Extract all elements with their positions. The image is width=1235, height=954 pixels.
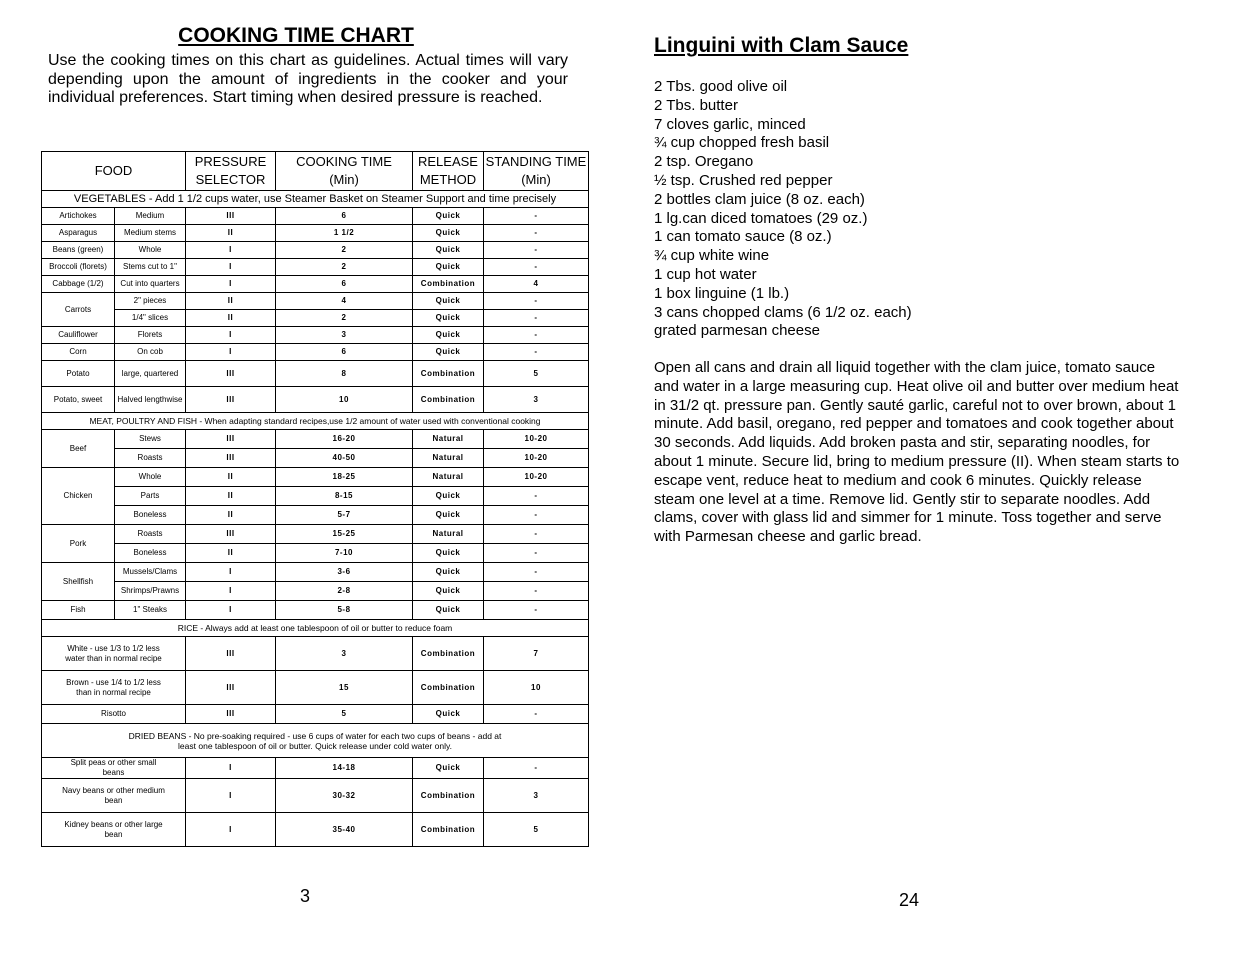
pressure-cell: II <box>186 225 276 242</box>
table-row <box>42 208 589 225</box>
release-cell: Quick <box>413 563 484 582</box>
section-heading: MEAT, POULTRY AND FISH - When adapting standard recipes,use 1/2 amount of water used with conventional cooking <box>42 413 589 430</box>
table-row <box>42 671 589 705</box>
section-heading-row <box>42 724 589 758</box>
release-cell: Quick <box>413 544 484 563</box>
food-cell: Shellfish <box>42 563 115 601</box>
ingredient-item: 1 box linguine (1 lb.) <box>654 284 790 302</box>
cooking-time-cell: 2 <box>276 310 413 327</box>
chart-intro: Use the cooking times on this chart as guidelines. Actual times will vary depending upon the amount of ingredients in the cooker and your individual preferences. Start timing when desired pressure is reached. <box>48 52 568 106</box>
cooking-time-cell: 2 <box>276 259 413 276</box>
standing-cell: 10-20 <box>484 430 589 449</box>
header-cooking-time: COOKING TIME (Min) <box>276 152 413 191</box>
standing-cell: - <box>484 259 589 276</box>
release-cell: Combination <box>413 779 484 813</box>
table-row <box>42 242 589 259</box>
release-cell: Natural <box>413 449 484 468</box>
table-row <box>42 361 589 387</box>
prep-cell: Roasts <box>115 449 186 468</box>
release-cell: Quick <box>413 310 484 327</box>
page-number: 3 <box>300 886 311 906</box>
cooking-time-cell: 1 1/2 <box>276 225 413 242</box>
table-row <box>42 637 589 671</box>
header-pressure: PRESSURE SELECTOR <box>186 152 276 191</box>
food-cell: Cabbage (1/2) <box>42 276 115 293</box>
prep-cell: Whole <box>115 468 186 487</box>
standing-cell: - <box>484 525 589 544</box>
release-cell: Quick <box>413 758 484 779</box>
pressure-cell: II <box>186 487 276 506</box>
pressure-cell: I <box>186 758 276 779</box>
cooking-time-cell: 18-25 <box>276 468 413 487</box>
prep-cell: Shrimps/Prawns <box>115 582 186 601</box>
standing-cell: - <box>484 208 589 225</box>
release-cell: Combination <box>413 361 484 387</box>
cooking-time-cell: 3-6 <box>276 563 413 582</box>
standing-cell: 10-20 <box>484 468 589 487</box>
pressure-cell: I <box>186 779 276 813</box>
cooking-time-cell: 3 <box>276 327 413 344</box>
table-row <box>42 293 589 310</box>
cooking-time-table <box>41 151 589 847</box>
food-cell: Risotto <box>42 705 186 724</box>
release-cell: Natural <box>413 468 484 487</box>
food-cell: Fish <box>42 601 115 620</box>
pressure-cell: II <box>186 293 276 310</box>
pressure-cell: II <box>186 544 276 563</box>
standing-cell: - <box>484 506 589 525</box>
cooking-time-cell: 8-15 <box>276 487 413 506</box>
pressure-cell: III <box>186 705 276 724</box>
prep-cell: On cob <box>115 344 186 361</box>
food-cell: Pork <box>42 525 115 563</box>
food-cell: Potato, sweet <box>42 387 115 413</box>
table-row <box>42 506 589 525</box>
food-cell: Corn <box>42 344 115 361</box>
table-row <box>42 544 589 563</box>
ingredient-item: ¾ cup chopped fresh basil <box>654 134 830 152</box>
food-cell: Kidney beans or other large bean <box>42 813 186 847</box>
pressure-cell: III <box>186 637 276 671</box>
cooking-time-cell: 7-10 <box>276 544 413 563</box>
pressure-cell: III <box>186 671 276 705</box>
release-cell: Quick <box>413 705 484 724</box>
prep-cell: 1" Steaks <box>115 601 186 620</box>
cooking-time-cell: 6 <box>276 208 413 225</box>
ingredient-item: grated parmesan cheese <box>654 322 820 340</box>
ingredient-item: 2 Tbs. good olive oil <box>654 78 788 95</box>
ingredient-item: 2 tsp. Oregano <box>654 153 754 171</box>
pressure-cell: I <box>186 259 276 276</box>
table-row <box>42 779 589 813</box>
table-row <box>42 468 589 487</box>
standing-cell: - <box>484 487 589 506</box>
standing-cell: - <box>484 601 589 620</box>
ingredient-item: 2 bottles clam juice (8 oz. each) <box>654 190 865 208</box>
pressure-cell: III <box>186 525 276 544</box>
table-row <box>42 276 589 293</box>
cooking-time-cell: 6 <box>276 276 413 293</box>
recipe-title: Linguini with Clam Sauce <box>654 34 909 57</box>
standing-cell: - <box>484 242 589 259</box>
release-cell: Combination <box>413 387 484 413</box>
standing-cell: - <box>484 310 589 327</box>
section-heading-row <box>42 191 589 208</box>
table-row <box>42 563 589 582</box>
prep-cell: Medium <box>115 208 186 225</box>
pressure-cell: I <box>186 242 276 259</box>
table-row <box>42 487 589 506</box>
food-cell: Beans (green) <box>42 242 115 259</box>
standing-cell: - <box>484 293 589 310</box>
standing-cell: 10 <box>484 671 589 705</box>
table-row <box>42 705 589 724</box>
table-row <box>42 259 589 276</box>
prep-cell: Cut into quarters <box>115 276 186 293</box>
ingredient-item: ½ tsp. Crushed red pepper <box>654 171 833 189</box>
pressure-cell: I <box>186 276 276 293</box>
section-heading-row <box>42 413 589 430</box>
prep-cell: Whole <box>115 242 186 259</box>
release-cell: Quick <box>413 242 484 259</box>
pressure-cell: III <box>186 430 276 449</box>
release-cell: Combination <box>413 276 484 293</box>
release-cell: Natural <box>413 525 484 544</box>
food-cell: Carrots <box>42 293 115 327</box>
pressure-cell: II <box>186 310 276 327</box>
table-row <box>42 430 589 449</box>
ingredient-item: 1 cup hot water <box>654 265 757 283</box>
release-cell: Combination <box>413 671 484 705</box>
header-standing-time: STANDING TIME (Min) <box>484 152 589 191</box>
pressure-cell: III <box>186 449 276 468</box>
prep-cell: Boneless <box>115 506 186 525</box>
cooking-time-cell: 3 <box>276 637 413 671</box>
cooking-time-cell: 35-40 <box>276 813 413 847</box>
food-cell: Artichokes <box>42 208 115 225</box>
ingredient-item: 2 Tbs. butter <box>654 96 738 114</box>
standing-cell: - <box>484 544 589 563</box>
ingredient-item: 1 can tomato sauce (8 oz.) <box>654 228 832 246</box>
pressure-cell: I <box>186 601 276 620</box>
standing-cell: - <box>484 344 589 361</box>
pressure-cell: II <box>186 506 276 525</box>
ingredient-list <box>654 78 912 341</box>
release-cell: Quick <box>413 293 484 310</box>
standing-cell: 5 <box>484 813 589 847</box>
table-row <box>42 601 589 620</box>
food-cell: Brown - use 1/4 to 1/2 less than in normal recipe <box>42 671 186 705</box>
pressure-cell: I <box>186 582 276 601</box>
prep-cell: Parts <box>115 487 186 506</box>
standing-cell: 3 <box>484 387 589 413</box>
standing-cell: 5 <box>484 361 589 387</box>
prep-cell: 1/4" slices <box>115 310 186 327</box>
prep-cell: Roasts <box>115 525 186 544</box>
release-cell: Combination <box>413 813 484 847</box>
section-heading-row <box>42 620 589 637</box>
cooking-time-cell: 15-25 <box>276 525 413 544</box>
cooking-time-cell: 14-18 <box>276 758 413 779</box>
cooking-time-cell: 40-50 <box>276 449 413 468</box>
release-cell: Quick <box>413 344 484 361</box>
section-heading: VEGETABLES - Add 1 1/2 cups water, use Steamer Basket on Steamer Support and time precisely <box>42 191 589 208</box>
pressure-cell: II <box>186 468 276 487</box>
prep-cell: Halved lengthwise <box>115 387 186 413</box>
release-cell: Quick <box>413 327 484 344</box>
table-row <box>42 758 589 779</box>
standing-cell: 3 <box>484 779 589 813</box>
ingredient-item: 1 lg.can diced tomatoes (29 oz.) <box>654 209 868 227</box>
prep-cell: 2" pieces <box>115 293 186 310</box>
ingredient-item: 7 cloves garlic, minced <box>654 115 806 133</box>
cooking-time-cell: 5-7 <box>276 506 413 525</box>
cooking-time-cell: 30-32 <box>276 779 413 813</box>
food-cell: Potato <box>42 361 115 387</box>
cooking-time-cell: 4 <box>276 293 413 310</box>
release-cell: Quick <box>413 582 484 601</box>
pressure-cell: III <box>186 387 276 413</box>
table-row <box>42 449 589 468</box>
standing-cell: - <box>484 582 589 601</box>
prep-cell: Boneless <box>115 544 186 563</box>
release-cell: Quick <box>413 259 484 276</box>
cooking-time-cell: 15 <box>276 671 413 705</box>
cooking-time-cell: 2 <box>276 242 413 259</box>
release-cell: Quick <box>413 225 484 242</box>
release-cell: Quick <box>413 506 484 525</box>
pressure-cell: I <box>186 327 276 344</box>
cooking-time-cell: 16-20 <box>276 430 413 449</box>
food-cell: Chicken <box>42 468 115 525</box>
prep-cell: Florets <box>115 327 186 344</box>
food-cell: Asparagus <box>42 225 115 242</box>
prep-cell: Medium stems <box>115 225 186 242</box>
food-cell: Split peas or other small beans <box>42 758 186 779</box>
ingredient-item: ¾ cup white wine <box>654 247 770 265</box>
chart-title: COOKING TIME CHART <box>178 24 414 47</box>
table-row <box>42 813 589 847</box>
cooking-time-cell: 6 <box>276 344 413 361</box>
header-food: FOOD <box>42 152 186 191</box>
prep-cell: Stews <box>115 430 186 449</box>
food-cell: Cauliflower <box>42 327 115 344</box>
cooking-time-cell: 8 <box>276 361 413 387</box>
standing-cell: 10-20 <box>484 449 589 468</box>
food-cell: Beef <box>42 430 115 468</box>
standing-cell: 7 <box>484 637 589 671</box>
pressure-cell: I <box>186 813 276 847</box>
standing-cell: - <box>484 225 589 242</box>
ingredient-item: 3 cans chopped clams (6 1/2 oz. each) <box>654 303 912 321</box>
section-heading: DRIED BEANS - No pre-soaking required - use 6 cups of water for each two cups of beans - add at least one tablespoon of oil or butter. Quick release under cold water only. <box>42 724 589 758</box>
food-cell: Broccoli (florets) <box>42 259 115 276</box>
section-heading: RICE - Always add at least one tablespoon of oil or butter to reduce foam <box>42 620 589 637</box>
standing-cell: 4 <box>484 276 589 293</box>
table-row <box>42 327 589 344</box>
table-row <box>42 344 589 361</box>
cooking-time-cell: 5 <box>276 705 413 724</box>
pressure-cell: I <box>186 344 276 361</box>
release-cell: Combination <box>413 637 484 671</box>
standing-cell: - <box>484 705 589 724</box>
release-cell: Quick <box>413 208 484 225</box>
table-row <box>42 225 589 242</box>
pressure-cell: I <box>186 563 276 582</box>
table-row <box>42 525 589 544</box>
recipe-instructions: Open all cans and drain all liquid together with the clam juice, tomato sauce and water in a large measuring cup. Heat olive oil and butter over medium heat in 31/2 qt. pressure pan. Gently sauté garlic, careful not to over brown, about 1 minute. Add basil, oregano, red pepper and tomatoes and cook together about 30 seconds. Add liquids. Add broken pasta and stir, separating noodles, for about 1 minute. Secure lid, bring to medium pressure (II). When steam starts to escape vent, reduce heat to medium and cook 6 minutes. Quickly release steam one level at a time. Remove lid. Gently stir to separate noodles. Add clams, cover with glass lid and simmer for 1 minute. Toss together and serve with Parmesan cheese and garlic bread. <box>654 359 1180 546</box>
cooking-time-cell: 5-8 <box>276 601 413 620</box>
table-header-row <box>42 152 589 191</box>
standing-cell: - <box>484 758 589 779</box>
table-row <box>42 387 589 413</box>
release-cell: Natural <box>413 430 484 449</box>
pressure-cell: III <box>186 208 276 225</box>
prep-cell: large, quartered <box>115 361 186 387</box>
prep-cell: Mussels/Clams <box>115 563 186 582</box>
standing-cell: - <box>484 563 589 582</box>
table-row <box>42 582 589 601</box>
release-cell: Quick <box>413 487 484 506</box>
standing-cell: - <box>484 327 589 344</box>
cooking-time-cell: 10 <box>276 387 413 413</box>
pressure-cell: III <box>186 361 276 387</box>
food-cell: Navy beans or other medium bean <box>42 779 186 813</box>
header-release-method: RELEASE METHOD <box>413 152 484 191</box>
prep-cell: Stems cut to 1" <box>115 259 186 276</box>
table-row <box>42 310 589 327</box>
food-cell: White - use 1/3 to 1/2 less water than in normal recipe <box>42 637 186 671</box>
cooking-time-cell: 2-8 <box>276 582 413 601</box>
page-number: 24 <box>899 890 920 910</box>
release-cell: Quick <box>413 601 484 620</box>
